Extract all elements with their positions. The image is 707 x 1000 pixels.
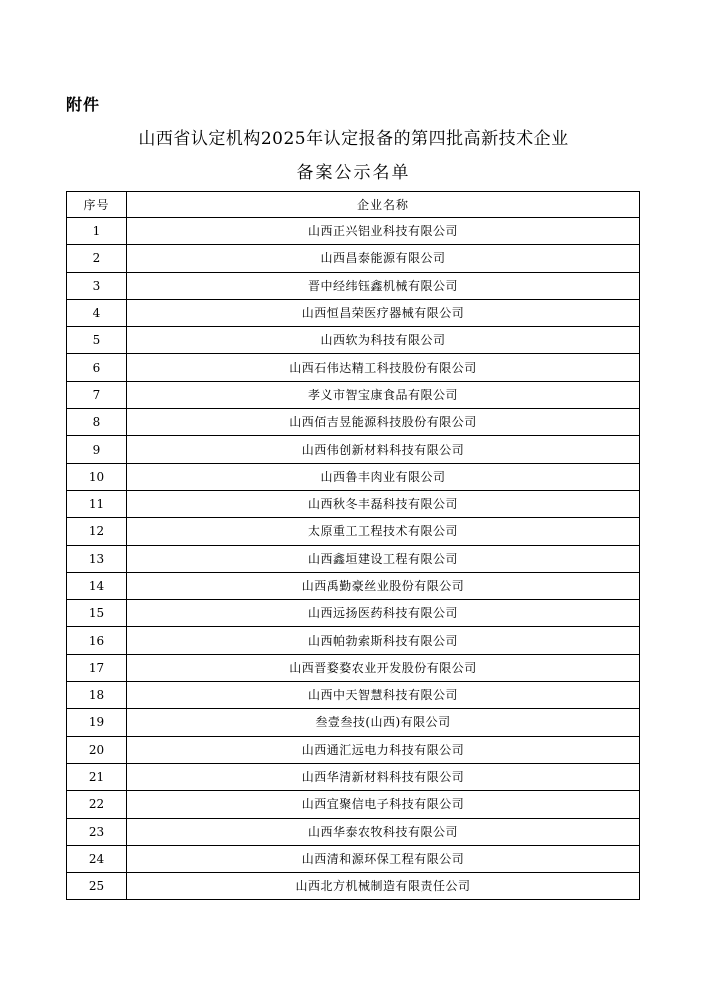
document-subtitle: 备案公示名单: [296, 163, 411, 183]
table-row: [67, 218, 640, 245]
company-name-cell: 山西昌泰能源有限公司: [127, 245, 640, 272]
company-name-cell: 山西中天智慧科技有限公司: [127, 682, 640, 709]
serial-number-cell: 23: [67, 818, 127, 845]
table-row: [67, 818, 640, 845]
serial-number-cell: 14: [67, 572, 127, 599]
serial-number-cell: 10: [67, 463, 127, 490]
table-header-row: [67, 192, 640, 218]
serial-number-cell: 1: [67, 218, 127, 245]
table-row: [67, 682, 640, 709]
table-row: [67, 518, 640, 545]
table-row: [67, 381, 640, 408]
table-row: [67, 654, 640, 681]
serial-number-cell: 11: [67, 490, 127, 517]
company-name-cell: 山西鲁丰肉业有限公司: [127, 463, 640, 490]
company-name-cell: 山西北方机械制造有限责任公司: [127, 873, 640, 900]
serial-number-cell: 5: [67, 327, 127, 354]
serial-number-cell: 3: [67, 272, 127, 299]
company-name-cell: 晋中经纬钰鑫机械有限公司: [127, 272, 640, 299]
company-name-cell: 山西远扬医药科技有限公司: [127, 600, 640, 627]
table-row: [67, 409, 640, 436]
company-name-cell: 山西通汇远电力科技有限公司: [127, 736, 640, 763]
company-list-table: [66, 191, 640, 900]
table-row: [67, 572, 640, 599]
table-row: [67, 272, 640, 299]
serial-number-cell: 25: [67, 873, 127, 900]
serial-number-cell: 15: [67, 600, 127, 627]
company-name-cell: 山西鑫垣建设工程有限公司: [127, 545, 640, 572]
table-row: [67, 736, 640, 763]
table-row: [67, 436, 640, 463]
table-row: [67, 709, 640, 736]
serial-number-cell: 21: [67, 763, 127, 790]
table-row: [67, 791, 640, 818]
serial-number-cell: 8: [67, 409, 127, 436]
document-title: 山西省认定机构2025年认定报备的第四批高新技术企业: [138, 129, 569, 149]
serial-number-cell: 19: [67, 709, 127, 736]
table-row: [67, 545, 640, 572]
company-name-cell: 山西佰吉昱能源科技股份有限公司: [127, 409, 640, 436]
table-row: [67, 327, 640, 354]
serial-number-cell: 6: [67, 354, 127, 381]
company-name-cell: 山西正兴铝业科技有限公司: [127, 218, 640, 245]
table-row: [67, 600, 640, 627]
table-row: [67, 490, 640, 517]
company-name-cell: 山西晋婺婺农业开发股份有限公司: [127, 654, 640, 681]
header-company-name: 企业名称: [127, 192, 640, 218]
serial-number-cell: 20: [67, 736, 127, 763]
company-name-cell: 叁壹叁技(山西)有限公司: [127, 709, 640, 736]
company-name-cell: 山西伟创新材料科技有限公司: [127, 436, 640, 463]
serial-number-cell: 2: [67, 245, 127, 272]
serial-number-cell: 9: [67, 436, 127, 463]
serial-number-cell: 7: [67, 381, 127, 408]
serial-number-cell: 4: [67, 299, 127, 326]
serial-number-cell: 18: [67, 682, 127, 709]
table-row: [67, 763, 640, 790]
serial-number-cell: 12: [67, 518, 127, 545]
serial-number-cell: 13: [67, 545, 127, 572]
header-serial-number: 序号: [67, 192, 127, 218]
company-name-cell: 孝义市智宝康食品有限公司: [127, 381, 640, 408]
table-row: [67, 245, 640, 272]
serial-number-cell: 17: [67, 654, 127, 681]
attachment-label: 附件: [66, 95, 101, 114]
company-name-cell: 山西宜聚信电子科技有限公司: [127, 791, 640, 818]
company-name-cell: 山西恒昌荣医疗器械有限公司: [127, 299, 640, 326]
company-name-cell: 山西清和源环保工程有限公司: [127, 845, 640, 872]
table-row: [67, 845, 640, 872]
table-row: [67, 873, 640, 900]
table-row: [67, 463, 640, 490]
company-name-cell: 山西华泰农牧科技有限公司: [127, 818, 640, 845]
serial-number-cell: 16: [67, 627, 127, 654]
table-row: [67, 299, 640, 326]
company-name-cell: 山西华清新材料科技有限公司: [127, 763, 640, 790]
company-name-cell: 太原重工工程技术有限公司: [127, 518, 640, 545]
table-row: [67, 627, 640, 654]
company-name-cell: 山西石伟达精工科技股份有限公司: [127, 354, 640, 381]
table-row: [67, 354, 640, 381]
serial-number-cell: 22: [67, 791, 127, 818]
company-name-cell: 山西软为科技有限公司: [127, 327, 640, 354]
company-name-cell: 山西秋冬丰磊科技有限公司: [127, 490, 640, 517]
serial-number-cell: 24: [67, 845, 127, 872]
company-name-cell: 山西帕勃索斯科技有限公司: [127, 627, 640, 654]
company-name-cell: 山西禹勤豪丝业股份有限公司: [127, 572, 640, 599]
